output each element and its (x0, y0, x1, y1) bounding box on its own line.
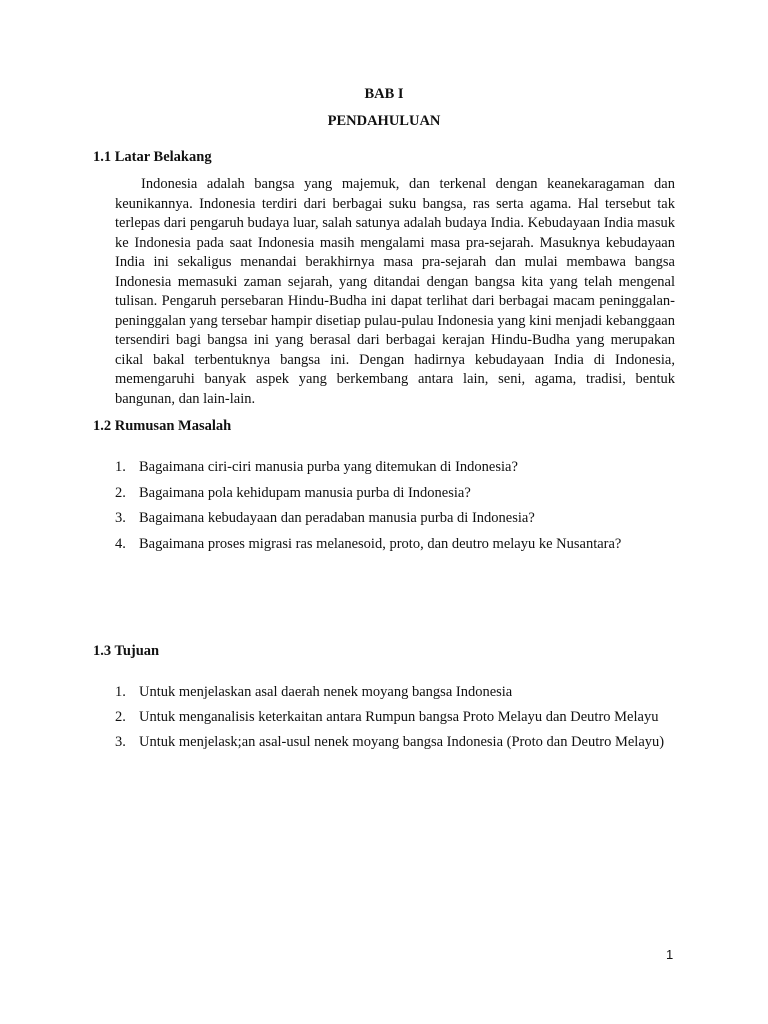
list-item (115, 705, 675, 730)
list-item (115, 481, 675, 507)
list-item (115, 730, 675, 755)
chapter-number: BAB I (364, 86, 404, 102)
latar-belakang-paragraph: Indonesia adalah bangsa yang majemuk, dan terkenal dengan keanekaragaman dan keunikannya. Indonesia terdiri dari berbagai suku bangsa, ras serta agama. Hal tersebut tak terlepas dari pengaruh budaya luar, salah satunya adalah budaya India. Kebudayaan India masuk ke Indonesia pada saat Indonesia masih mengalami masa pra-sejarah. Masuknya kebudayaan India ini sekaligus menandai berakhirnya masa pra-sejarah dan mulai membawa bangsa Indonesia memasuki zaman sejarah, yang ditandai dengan bangsa kita yang telah mengenal tulisan. Pengaruh persebaran Hindu-Budha ini dapat terlihat dari berbagai macam peninggalan-peninggalan yang tersebar hampir disetiap pulau-pulau Indonesia yang kini menjadi kebanggaan tersendiri bagi bangsa ini yang berasal dari berbagai kerajan Hindu-Budha yang merupakan cikal bakal terbentuknya bangsa ini. Dengan hadirnya kebudayaan India di Indonesia, memengaruhi banyak aspek yang berkembang antara lain, seni, agama, tradisi, bentuk bangunan, dan lain-lain. (115, 176, 675, 407)
section-heading-rumusan-masalah: 1.2 Rumusan Masalah (93, 418, 232, 434)
section-heading-tujuan: 1.3 Tujuan (93, 643, 160, 659)
list-item-text: Bagaimana ciri-ciri manusia purba yang ditemukan di Indonesia? (139, 459, 518, 475)
list-item (115, 506, 675, 532)
list-item-text: Bagaimana kebudayaan dan peradaban manusia purba di Indonesia? (139, 510, 535, 526)
chapter-title: PENDAHULUAN (327, 113, 441, 129)
list-item-text: Untuk menganalisis keterkaitan antara Rumpun bangsa Proto Melayu dan Deutro Melayu (139, 709, 659, 725)
rumusan-masalah-list (115, 455, 675, 557)
list-item-number: 2. (115, 484, 126, 501)
list-item-text: Bagaimana pola kehidupam manusia purba di Indonesia? (139, 484, 471, 501)
list-item-number: 4. (115, 535, 126, 552)
list-item (115, 455, 675, 481)
list-item-text: Untuk menjelaskan asal daerah nenek moyang bangsa Indonesia (139, 684, 513, 700)
list-item-number: 2. (115, 709, 126, 725)
list-item (115, 532, 675, 558)
list-item-text: Untuk menjelask;an asal-usul nenek moyang bangsa Indonesia (Proto dan Deutro Melayu) (139, 734, 665, 750)
list-item-number: 1. (115, 459, 126, 475)
list-item-number: 3. (115, 734, 126, 750)
list-item-number: 3. (115, 510, 126, 526)
tujuan-list (115, 680, 675, 755)
section-heading-latar-belakang: 1.1 Latar Belakang (93, 149, 212, 165)
list-item-text: Bagaimana proses migrasi ras melanesoid, proto, dan deutro melayu ke Nusantara? (139, 535, 622, 552)
list-item-number: 1. (115, 684, 126, 700)
list-item (115, 680, 675, 705)
page-number: 1 (666, 947, 674, 962)
